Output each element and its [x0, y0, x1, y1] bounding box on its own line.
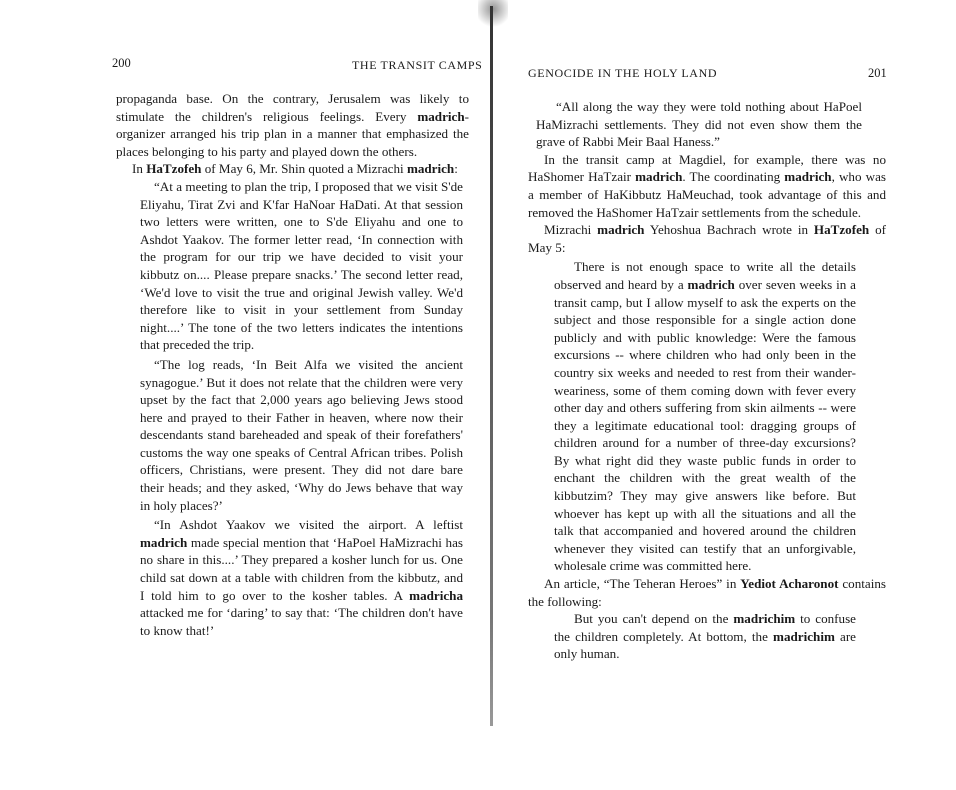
text-run: contains the following: [528, 576, 887, 609]
text-run: Yehoshua Bachrach wrote in [644, 222, 814, 238]
bold-term: HaTzofeh [813, 222, 870, 238]
binding-shadow [478, 0, 508, 30]
bold-term: madrich [784, 169, 832, 185]
text-run: “All along the way they were told nothing about HaPoel HaMizrachi settlements. They did not even show them the grave of Rabbi Meir Baal Haness.” [536, 99, 862, 150]
right-page-text [528, 98, 886, 663]
bold-term: HaTzofeh [146, 161, 202, 177]
text-run: are only human. [554, 628, 856, 662]
text-run: over seven weeks in a transit camp, but I allow myself to ask the experts on the subject and those responsible for a single action done publicly and with public knowledge: Were the famous excursions -- where children who had only been in the country six weeks and needed to rest from their wander-weariness, some of them coming down with fever every other day and others suffering from skin ailments -- were they a legitimate educational tool: dragging groups of children around for a number of three-day excursions? By what right did they waste public funds in order to enchant the children with the great wealth of the kibbutzim? They may give answers like before. But whoever has kept up with all the situations and all the talk that accompanied and hovered around the children whenever they visited can testify that an unforgivable, wholesale crime was committed here. [554, 276, 856, 574]
text-run: Mizrachi [544, 222, 598, 238]
text-run: “The log reads, ‘In Beit Alfa we visited the ancient synagogue.’ But it does not relate that the children were very upset by the fact that 2,000 years ago believing Jews stood here and prayed to their Father in heaven, where now their descendants stand bareheaded and speak of their forefathers' customs the way one speaks of Central African tribes. Polish officers, Christians, were present. They did not dare bare their heads; and they asked, ‘Why do Jews behave that way in holy places?’ [140, 356, 463, 513]
block-quote [554, 258, 856, 575]
block-quote [536, 98, 862, 151]
right-running-head: GENOCIDE IN THE HOLY LAND [528, 66, 718, 80]
text-run: There is not enough space to write all the details observed and heard by a [554, 259, 856, 292]
bold-term: madrich [597, 222, 645, 238]
bold-term: madrich [140, 534, 188, 550]
text-run: An article, “The Teheran Heroes” in [544, 576, 741, 592]
book-gutter [490, 6, 493, 726]
paragraph [528, 575, 886, 610]
paragraph [528, 221, 886, 256]
paragraph [116, 160, 469, 178]
text-run: “In Ashdot Yaakov we visited the airport. A leftist [154, 517, 463, 533]
text-run: In [132, 161, 147, 177]
text-run: -organizer arranged his trip plan in a manner that emphasized the places belonging to his party and played down the others. [116, 108, 469, 159]
bold-term: madricha [409, 587, 463, 603]
text-run: attacked me for ‘daring’ to say that: ‘The children don't have to know that!’ [140, 605, 463, 638]
block-quote [554, 610, 856, 663]
left-running-head: THE TRANSIT CAMPS [352, 58, 483, 72]
block-quote [140, 516, 463, 639]
bold-term: madrich [687, 276, 735, 292]
text-run: propaganda base. On the contrary, Jerusalem was likely to stimulate the children's religious feelings. Every [116, 91, 469, 124]
bold-term: madrichim [773, 628, 835, 644]
text-run: In the transit camp at Magdiel, for example, there was no HaShomer HaTzair [528, 151, 886, 185]
text-run: , who was a member of HaKibbutz HaMeuchad, took advantage of this and removed the HaShomer HaTzair settlements from the schedule. [528, 169, 886, 220]
text-run: . The coordinating [682, 169, 785, 185]
bold-term: Yediot Acharonot [740, 576, 839, 592]
text-run: to confuse the children completely. At bottom, the [554, 611, 856, 644]
bold-term: madrich [406, 161, 455, 177]
left-page-number: 200 [112, 56, 131, 70]
bold-term: madrich [635, 169, 683, 185]
text-run: But you can't depend on the [574, 611, 734, 627]
bold-term: madrichim [733, 611, 796, 627]
paragraph [528, 151, 886, 221]
paragraph [116, 90, 469, 160]
text-run: of May 6, Mr. Shin quoted a Mizrachi [201, 161, 407, 177]
text-run: : [454, 161, 458, 177]
text-run: made special mention that ‘HaPoel HaMizrachi has no share in this....’ They prepared a kosher lunch for us. One child sat down at a table with children from the kibbutz, and I told him to go over to the kosher tables. A [140, 534, 463, 603]
text-run: of May 5: [528, 222, 886, 255]
block-quote [140, 356, 463, 514]
left-page-text [116, 90, 469, 639]
bold-term: madrich [417, 108, 465, 124]
right-page-number: 201 [868, 66, 887, 80]
text-run: “At a meeting to plan the trip, I proposed that we visit S'de Eliyahu, Tirat Zvi and K'far HaNoar HaDati. At that session two letters were written, one to S'de Eliyahu and one to Ashdot Yaakov. The former letter read, ‘In connection with the program for our trip we have decided to visit your kibbutz on.... Please prepare snacks.’ The second letter read, ‘We'd love to visit the true and original Jewish valley. We'd therefore like to visit in your settlement from Sunday night....’ The tone of the two letters indicates the intentions that preceded the trip. [140, 178, 463, 353]
block-quote [140, 178, 463, 354]
